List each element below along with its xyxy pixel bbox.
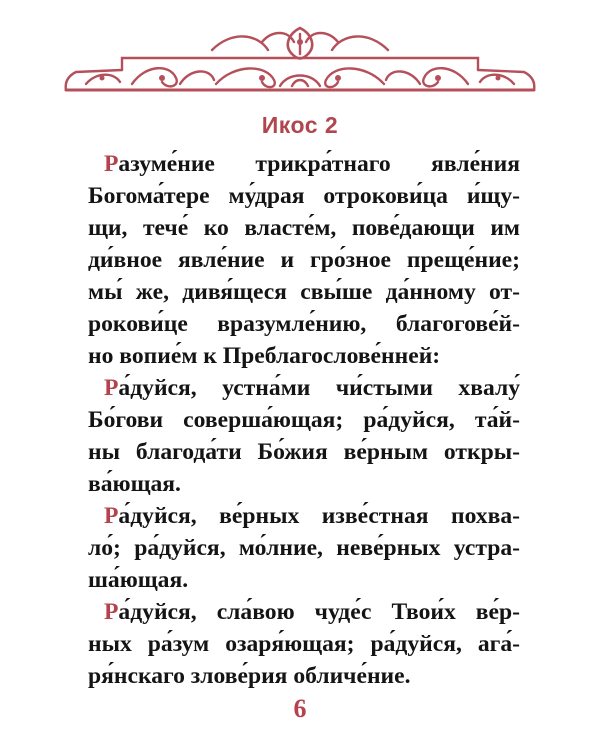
paragraph-1 xyxy=(88,148,520,372)
text-line: рокови́це вразумле́нию, благогове́й- xyxy=(88,311,520,337)
text-line: щи, тече́ ко власте́м, пове́дающи им xyxy=(88,215,520,241)
initial-letter: Р xyxy=(104,503,119,529)
text-line: ных ра́зум озаря́ющая; ра́дуйся, ага́- xyxy=(88,631,520,657)
text-line: мы́ же, дивя́щеся свы́ше да́нному от- xyxy=(88,279,520,305)
paragraph-2 xyxy=(88,372,520,500)
initial-letter: Р xyxy=(104,375,119,401)
text-line: но вопие́м к Преблагослове́нней: xyxy=(88,343,441,369)
text-line: ло́; ра́дуйся, мо́лние, неве́рных устра- xyxy=(88,535,520,561)
initial-letter: Р xyxy=(104,151,119,177)
initial-letter: Р xyxy=(104,599,119,625)
text-line: Ра́дуйся, сла́вою чуде́с Твои́х ве́р- xyxy=(104,599,520,625)
paragraph-3 xyxy=(88,500,520,596)
text-line: Ра́дуйся, ве́рных изве́стная похва- xyxy=(104,503,520,529)
page-number: 6 xyxy=(293,694,307,723)
text-line: ря́нскаго злове́рия обличе́ние. xyxy=(88,663,411,689)
text-line: Бо́гови соверша́ющая; ра́дуйся, та́й- xyxy=(88,407,520,433)
text-line: ва́ющая. xyxy=(88,471,181,497)
text-line: Богома́тере му́драя отрокови́ца и́щу- xyxy=(88,183,520,209)
text-line: ны благода́ти Бо́жия ве́рным откры- xyxy=(88,439,520,465)
prayer-text xyxy=(88,148,520,692)
text-line: ди́вное явле́ние и гро́зное преще́ние; xyxy=(88,247,520,273)
text-line: ша́ющая. xyxy=(88,567,189,593)
section-heading: Икос 2 xyxy=(261,112,339,138)
paragraph-4 xyxy=(88,596,520,692)
text-line: Разуме́ние трикра́тнаго явле́ния xyxy=(104,151,520,177)
ornament-header-icon xyxy=(62,20,538,94)
text-line: Ра́дуйся, устна́ми чи́стыми хвалу́ xyxy=(104,375,520,401)
